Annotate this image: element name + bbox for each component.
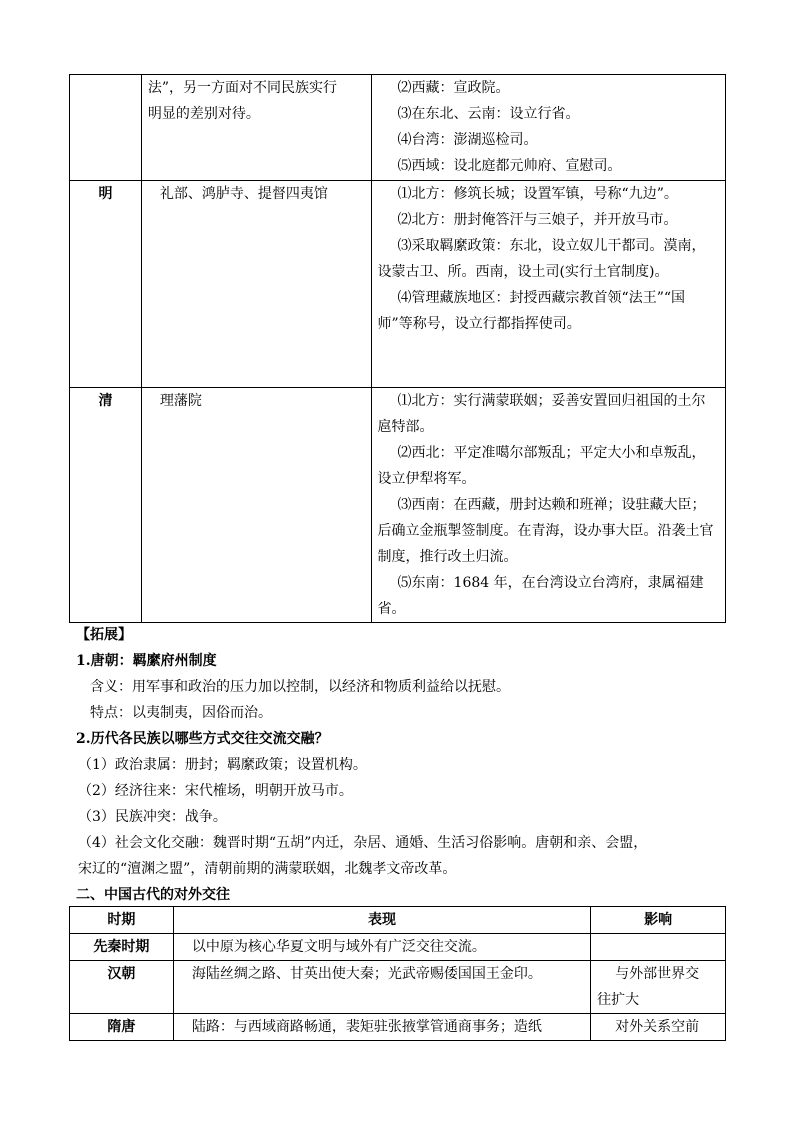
table-row	[70, 181, 726, 388]
table-row	[70, 934, 726, 961]
feature-text: 特点：以夷制夷，因俗而治。	[90, 705, 272, 721]
column-header: 时期	[70, 907, 174, 934]
agency-text: 礼部、鸿胪寺、提督四夷馆	[159, 186, 328, 202]
policy-item: ⑶采取羁縻政策：东北，设立奴儿干都司。漠南，设蒙古卫、所。西南，设土司(实行土官制度)。	[377, 238, 706, 280]
agency-line: 明显的差别对待。	[147, 106, 260, 122]
performance-cell: 海陆丝绸之路、甘英出使大秦；光武帝赐倭国国王金印。	[173, 961, 590, 1014]
policy-item: ⑵西藏：宣政院。	[397, 80, 510, 96]
table-row	[70, 961, 726, 1014]
era-cell: 隋唐	[70, 1014, 174, 1041]
era-cell: 汉朝	[70, 961, 174, 1014]
agency-text: 理藩院	[159, 393, 202, 409]
table-row	[70, 1014, 726, 1041]
effect-cell	[591, 1014, 726, 1041]
list-item: （3）民族冲突：战争。	[78, 809, 227, 825]
agency-cell	[141, 75, 371, 181]
policy-cell	[371, 388, 725, 623]
policy-item: ⑵西北：平定准噶尔部叛乱；平定大小和卓叛乱，设立伊犁将军。	[377, 445, 706, 487]
section-title: 二、中国古代的对外交往	[76, 887, 230, 903]
dynasty-cell: 明	[70, 181, 142, 388]
table-row	[70, 388, 726, 623]
dynasty-cell	[70, 75, 142, 181]
list-item: （4）社会文化交融：魏晋时期“五胡”内迁，杂居、通婚、生活习俗影响。唐朝和亲、会盟，	[78, 835, 648, 851]
table-header-row	[70, 907, 726, 934]
agency-cell	[141, 388, 371, 623]
column-header: 影响	[591, 907, 726, 934]
effect-line: 与外部世界交	[615, 966, 700, 982]
foreign-relations-table	[69, 906, 726, 1041]
policy-cell	[371, 75, 725, 181]
performance-cell: 以中原为核心华夏文明与域外有广泛交往交流。	[173, 934, 590, 961]
policy-item: ⑴北方：修筑长城；设置军镇，号称“九边”。	[397, 186, 678, 202]
dynasty-cell: 清	[70, 388, 142, 623]
ethnic-policy-table	[69, 74, 726, 623]
agency-line: 法”，另一方面对不同民族实行	[147, 80, 338, 96]
question-title: 2.历代各民族以哪些方式交往交流交融？	[76, 731, 329, 747]
list-item: （1）政治隶属：册封；羁縻政策；设置机构。	[78, 757, 367, 773]
policy-cell	[371, 181, 725, 388]
performance-cell: 陆路：与西域商路畅通，裴矩驻张掖掌管通商事务；造纸	[173, 1014, 590, 1041]
definition-text: 含义：用军事和政治的压力加以控制，以经济和物质利益给以抚慰。	[90, 679, 510, 695]
column-header: 表现	[173, 907, 590, 934]
extension-heading: 【拓展】	[76, 627, 132, 643]
question-title: 1.唐朝：羁縻府州制度	[76, 653, 217, 669]
effect-cell	[591, 961, 726, 1014]
policy-item: ⑶在东北、云南：设立行省。	[397, 106, 580, 122]
policy-item: ⑵北方：册封俺答汗与三娘子，并开放马市。	[397, 212, 678, 228]
list-item: 宋辽的“澶渊之盟”，清朝前期的满蒙联姻，北魏孝文帝改革。	[78, 861, 457, 877]
policy-item: ⑶西南：在西藏，册封达赖和班禅；设驻藏大臣；后确立金瓶掣签制度。在青海，设办事大臣。沿袭土官制度，推行改土归流。	[377, 497, 714, 565]
table-row	[70, 75, 726, 181]
policy-item: ⑷台湾：澎湖巡检司。	[397, 132, 538, 148]
effect-line: 往扩大	[597, 992, 640, 1008]
effect-line: 对外关系空前	[615, 1019, 700, 1035]
era-cell: 先秦时期	[70, 934, 174, 961]
policy-item: ⑸西域：设北庭都元帅府、宣慰司。	[397, 158, 622, 174]
list-item: （2）经济往来：宋代榷场，明朝开放马市。	[78, 783, 353, 799]
extension-section	[76, 622, 726, 908]
policy-item: ⑸东南：1684 年，在台湾设立台湾府，隶属福建省。	[377, 575, 704, 617]
policy-item: ⑴北方：实行满蒙联姻；妥善安置回归祖国的土尔扈特部。	[377, 393, 706, 435]
agency-cell	[141, 181, 371, 388]
effect-cell	[591, 934, 726, 961]
policy-item: ⑷管理藏族地区：封授西藏宗教首领“法王”“国师”等称号，设立行都指挥使司。	[377, 290, 686, 332]
